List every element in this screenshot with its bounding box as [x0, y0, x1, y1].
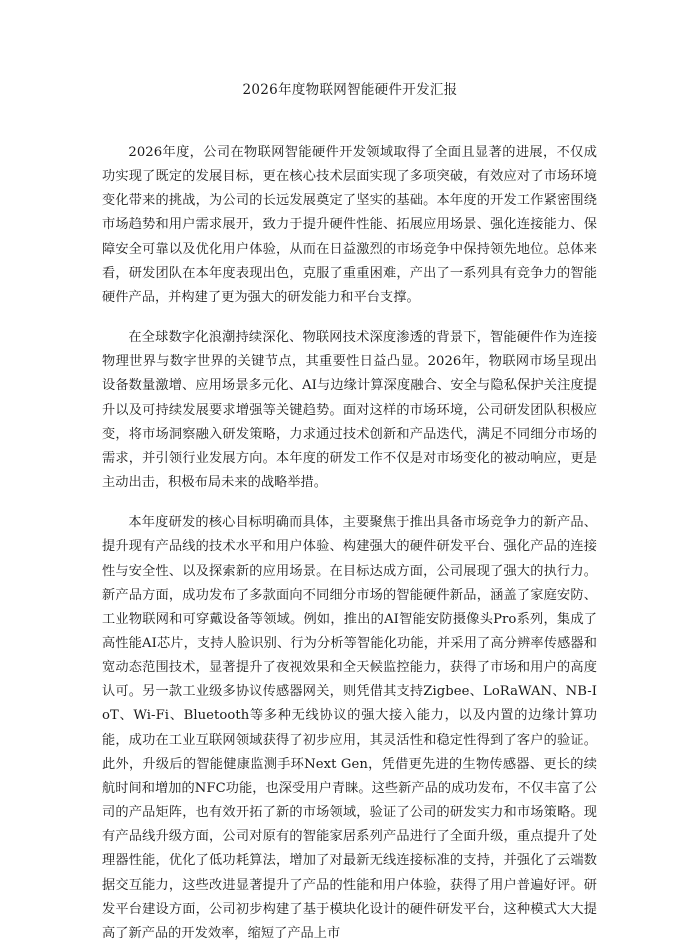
document-title: 2026年度物联网智能硬件开发汇报: [242, 82, 458, 98]
paragraph-2: 在全球数字化浪潮持续深化、物联网技术深度渗透的背景下，智能硬件作为连接物理世界与数字世界的关键节点，其重要性日益凸显。2026年，物联网市场呈现出设备数量激增、应用场景多元化、AI与边缘计算深度融合、安全与隐私保护关注度提升以及可持续发展要求增强等关键趋势。面对这样的市场环境，公司研发团队积极应变，将市场洞察融入研发策略，力求通过技术创新和产品迭代，满足不同细分市场的需求，并引领行业发展方向。本年度的研发工作不仅是对市场变化的被动响应，更是主动出击，积极布局未来的战略举措。: [102, 330, 597, 491]
document-body: [102, 141, 597, 946]
paragraph-3: 本年度研发的核心目标明确而具体，主要聚焦于推出具备市场竞争力的新产品、提升现有产品线的技术水平和用户体验、构建强大的硬件研发平台、强化产品的连接性与安全性、以及探索新的应用场景。在目标达成方面，公司展现了强大的执行力。新产品方面，成功发布了多款面向不同细分市场的智能硬件新品，涵盖了家庭安防、工业物联网和可穿戴设备等领域。例如，推出的AI智能安防摄像头Pro系列，集成了高性能AI芯片，支持人脸识别、行为分析等智能化功能，并采用了高分辨率传感器和宽动态范围技术，显著提升了夜视效果和全天候监控能力，获得了市场和用户的高度认可。另一款工业级多协议传感器网关，则凭借其支持Zigbee、LoRaWAN、NB-IoT、Wi-Fi、Bluetooth等多种无线协议的强大接入能力，以及内置的边缘计算功能，成功在工业互联网领域获得了初步应用，其灵活性和稳定性得到了客户的验证。此外，升级后的智能健康监测手环Next Gen，凭借更先进的生物传感器、更长的续航时间和增加的NFC功能，也深受用户青睐。这些新产品的成功发布，不仅丰富了公司的产品矩阵，也有效开拓了新的市场领域，验证了公司的研发实力和市场策略。现有产品线升级方面，公司对原有的智能家居系列产品进行了全面升级，重点提升了处理器性能，优化了低功耗算法，增加了对最新无线连接标准的支持，并强化了云端数据交互能力，这些改进显著提升了产品的性能和用户体验，获得了用户普遍好评。研发平台建设方面，公司初步构建了基于模块化设计的硬件研发平台，这种模式大大提高了新产品的开发效率，缩短了产品上市: [102, 515, 597, 941]
paragraph-1: 2026年度，公司在物联网智能硬件开发领域取得了全面且显著的进展，不仅成功实现了既定的发展目标，更在核心技术层面实现了多项突破，有效应对了市场环境变化带来的挑战，为公司的长远发展奠定了坚实的基础。本年度的开发工作紧密围绕市场趋势和用户需求展开，致力于提升硬件性能、拓展应用场景、强化连接能力、保障安全可靠以及优化用户体验，从而在日益激烈的市场竞争中保持领先地位。总体来看，研发团队在本年度表现出色，克服了重重困难，产出了一系列具有竞争力的智能硬件产品，并构建了更为强大的研发能力和平台支撑。: [102, 145, 597, 305]
